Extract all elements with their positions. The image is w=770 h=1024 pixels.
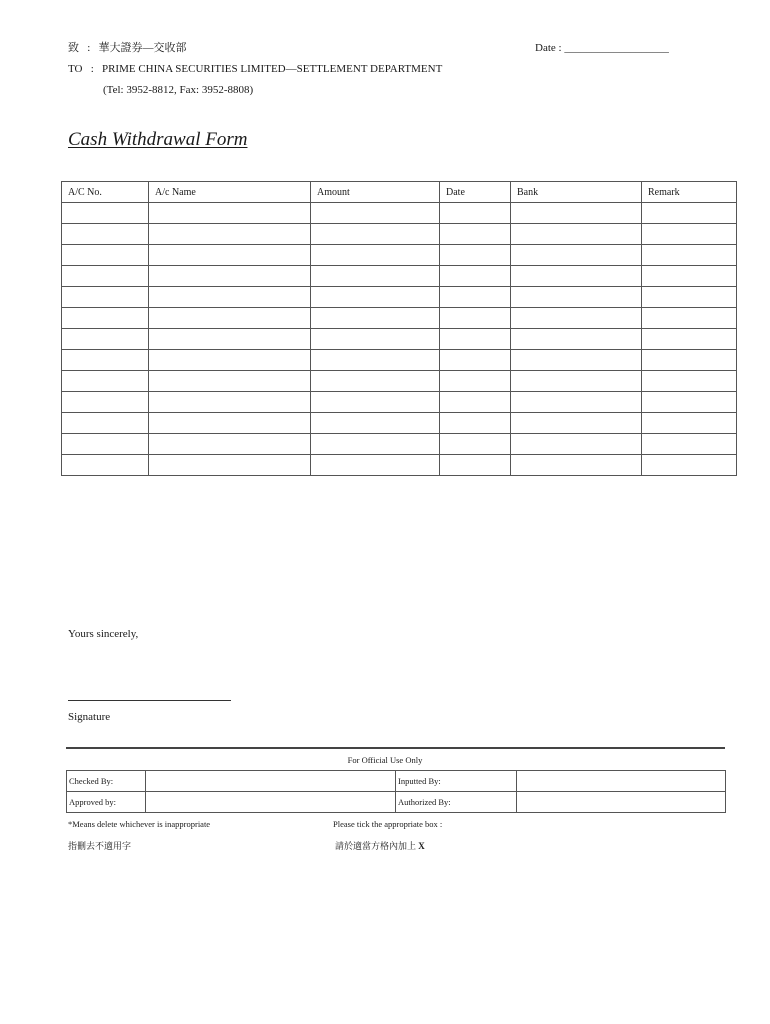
cell-bank[interactable]: [511, 224, 642, 245]
cell-ac-no[interactable]: [62, 392, 149, 413]
cell-bank[interactable]: [511, 434, 642, 455]
cell-date[interactable]: [440, 413, 511, 434]
column-header-bank: Bank: [511, 182, 642, 203]
cell-amount[interactable]: [311, 455, 440, 476]
approved-by-field[interactable]: [146, 792, 396, 813]
recipient-name-english: PRIME CHINA SECURITIES LIMITED—SETTLEMENT DEPARTMENT: [101, 63, 443, 75]
cell-date[interactable]: [440, 266, 511, 287]
checked-by-field[interactable]: [146, 771, 396, 792]
cell-remark[interactable]: [642, 350, 737, 371]
official-row-2: [67, 792, 726, 813]
cell-ac-name[interactable]: [149, 434, 311, 455]
cell-amount[interactable]: [311, 413, 440, 434]
cell-date[interactable]: [440, 245, 511, 266]
cell-ac-name[interactable]: [149, 455, 311, 476]
inputted-by-label: Inputted By:: [396, 771, 517, 792]
cell-ac-no[interactable]: [62, 287, 149, 308]
cell-ac-name[interactable]: [149, 392, 311, 413]
cell-ac-name[interactable]: [149, 413, 311, 434]
cell-ac-no[interactable]: [62, 455, 149, 476]
cell-ac-no[interactable]: [62, 308, 149, 329]
cell-bank[interactable]: [511, 329, 642, 350]
cell-date[interactable]: [440, 308, 511, 329]
cell-remark[interactable]: [642, 434, 737, 455]
cell-ac-no[interactable]: [62, 350, 149, 371]
official-divider: [66, 747, 725, 749]
table-row: [62, 308, 737, 329]
official-use-table: [66, 770, 726, 813]
delete-note-english: *Means delete whichever is inappropriate: [68, 819, 211, 829]
cell-amount[interactable]: [311, 371, 440, 392]
cell-date[interactable]: [440, 203, 511, 224]
cell-date[interactable]: [440, 434, 511, 455]
cell-date[interactable]: [440, 392, 511, 413]
cell-bank[interactable]: [511, 308, 642, 329]
cell-ac-name[interactable]: [149, 245, 311, 266]
cell-remark[interactable]: [642, 308, 737, 329]
tick-note-chinese: [335, 839, 425, 852]
cell-ac-no[interactable]: [62, 371, 149, 392]
table-row: [62, 392, 737, 413]
to-label-english: TO: [68, 63, 83, 75]
cell-ac-name[interactable]: [149, 203, 311, 224]
cell-remark[interactable]: [642, 329, 737, 350]
tick-note-chinese-text: 請於適當方格內加上: [335, 841, 417, 851]
recipient-line-chinese: [68, 41, 187, 55]
cell-bank[interactable]: [511, 371, 642, 392]
table-row: [62, 266, 737, 287]
form-title: Cash Withdrawal Form: [68, 129, 248, 150]
closing-text: Yours sincerely,: [68, 628, 139, 640]
table-row: [62, 455, 737, 476]
cell-ac-no[interactable]: [62, 203, 149, 224]
date-label: Date :: [535, 42, 562, 54]
cell-ac-no[interactable]: [62, 245, 149, 266]
delete-note-chinese: 指刪去不適用字: [68, 841, 132, 851]
official-row-1: [67, 771, 726, 792]
date-blank[interactable]: _______________: [564, 42, 647, 54]
column-header-remark: Remark: [642, 182, 737, 203]
cell-amount[interactable]: [311, 287, 440, 308]
authorized-by-field[interactable]: [517, 792, 726, 813]
signature-line[interactable]: [68, 700, 231, 701]
tick-note-english: Please tick the appropriate box :: [333, 819, 443, 829]
cell-amount[interactable]: [311, 434, 440, 455]
table-row: [62, 350, 737, 371]
cell-amount[interactable]: [311, 329, 440, 350]
cell-remark[interactable]: [642, 455, 737, 476]
cell-ac-name[interactable]: [149, 287, 311, 308]
cell-ac-name[interactable]: [149, 350, 311, 371]
column-header-amount: Amount: [311, 182, 440, 203]
cell-amount[interactable]: [311, 203, 440, 224]
cell-remark[interactable]: [642, 266, 737, 287]
cell-remark[interactable]: [642, 287, 737, 308]
cell-ac-no[interactable]: [62, 224, 149, 245]
cell-remark[interactable]: [642, 245, 737, 266]
cell-ac-no[interactable]: [62, 434, 149, 455]
cell-bank[interactable]: [511, 287, 642, 308]
cell-bank[interactable]: [511, 245, 642, 266]
cell-ac-name[interactable]: [149, 266, 311, 287]
cell-ac-no[interactable]: [62, 413, 149, 434]
cell-remark[interactable]: [642, 413, 737, 434]
official-use-heading: For Official Use Only: [347, 755, 423, 765]
cell-date[interactable]: [440, 224, 511, 245]
column-header-date: Date: [440, 182, 511, 203]
cell-remark[interactable]: [642, 224, 737, 245]
table-row: [62, 287, 737, 308]
signature-label: Signature: [68, 711, 111, 723]
cell-amount[interactable]: [311, 308, 440, 329]
cell-amount[interactable]: [311, 350, 440, 371]
cell-bank[interactable]: [511, 392, 642, 413]
table-row: [62, 413, 737, 434]
cell-ac-name[interactable]: [149, 329, 311, 350]
cell-amount[interactable]: [311, 392, 440, 413]
date-blank-tail: ____: [646, 42, 669, 54]
cell-ac-name[interactable]: [149, 308, 311, 329]
withdrawal-table: [61, 181, 737, 476]
cell-ac-no[interactable]: [62, 329, 149, 350]
column-header-ac-name: A/c Name: [149, 182, 311, 203]
date-field[interactable]: [535, 41, 669, 55]
table-header-row: [62, 182, 737, 203]
checked-by-label: Checked By:: [67, 771, 146, 792]
table-row: [62, 434, 737, 455]
table-row: [62, 224, 737, 245]
table-row: [62, 245, 737, 266]
cell-amount[interactable]: [311, 266, 440, 287]
table-row: [62, 329, 737, 350]
cell-bank[interactable]: [511, 413, 642, 434]
cell-bank[interactable]: [511, 455, 642, 476]
cell-date[interactable]: [440, 455, 511, 476]
cell-date[interactable]: [440, 329, 511, 350]
withdrawal-table-body: [62, 182, 737, 476]
cell-bank[interactable]: [511, 203, 642, 224]
recipient-name-chinese: 華大證券—交收部: [98, 42, 187, 54]
cell-bank[interactable]: [511, 350, 642, 371]
cell-amount[interactable]: [311, 224, 440, 245]
inputted-by-field[interactable]: [517, 771, 726, 792]
to-separator-english: :: [90, 63, 94, 75]
column-header-ac-no: A/C No.: [62, 182, 149, 203]
table-row: [62, 203, 737, 224]
cell-ac-name[interactable]: [149, 224, 311, 245]
cell-date[interactable]: [440, 371, 511, 392]
to-label-chinese: 致: [68, 42, 79, 54]
recipient-line-english: [68, 62, 442, 76]
cell-date[interactable]: [440, 287, 511, 308]
cell-bank[interactable]: [511, 266, 642, 287]
approved-by-label: Approved by:: [67, 792, 146, 813]
cell-amount[interactable]: [311, 245, 440, 266]
contact-info: (Tel: 3952-8812, Fax: 3952-8808): [103, 84, 254, 96]
cell-remark[interactable]: [642, 371, 737, 392]
cell-date[interactable]: [440, 350, 511, 371]
cell-ac-name[interactable]: [149, 371, 311, 392]
tick-mark: X: [418, 841, 425, 851]
cell-remark[interactable]: [642, 203, 737, 224]
to-separator-chinese: :: [87, 42, 91, 54]
table-row: [62, 371, 737, 392]
cell-ac-no[interactable]: [62, 266, 149, 287]
cell-remark[interactable]: [642, 392, 737, 413]
authorized-by-label: Authorized By:: [396, 792, 517, 813]
